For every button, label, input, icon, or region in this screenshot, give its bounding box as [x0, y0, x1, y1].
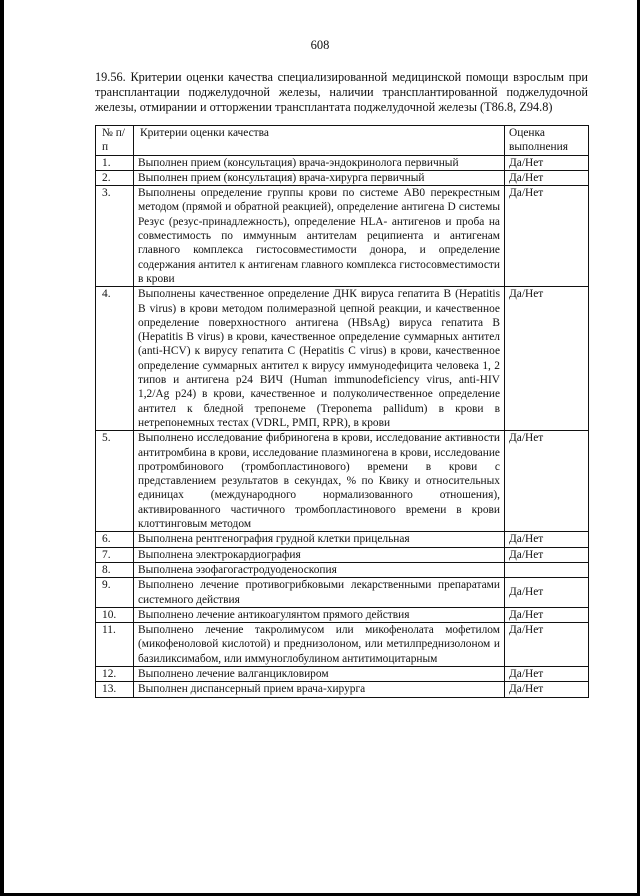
header-evaluation: Оценка выполнения: [505, 126, 589, 156]
row-num: 1.: [96, 155, 134, 170]
table-row: [96, 431, 589, 532]
row-evaluation: Да/Нет: [505, 607, 589, 622]
row-criterion: Выполнены качественное определение ДНК вируса гепатита B (Hepatitis B virus) в крови методом полимеразной цепной реакции, и качественное определение поверхностного антигена (HBsAg) вируса гепатита B (Hepatitis B virus) в крови, качественное определение суммарных антител (anti-HCV) к вирусу гепатита C (Hepatitis C virus) в крови, качественное определение суммарных антител к вирусу иммунодефицита человека 1, 2 типов и антигена p24 ВИЧ (Human immunodeficiency virus, anti-HIV 1,2/Ag p24) в крови, качественное и полуколичественное определение антител к бледной трепонеме (Treponema pallidum) в крови в нетрепонемных тестах (VDRL, РМП, RPR), в крови: [134, 287, 505, 431]
row-evaluation: Да/Нет: [505, 431, 589, 532]
table-row: [96, 682, 589, 697]
scan-border-left: [0, 0, 4, 896]
criteria-table: [95, 125, 589, 698]
table-row: [96, 532, 589, 547]
row-criterion: Выполнены определение группы крови по системе AB0 перекрестным методом (прямой и обратной реакцией), определение антигена D системы Резус (резус-принадлежность), определение HLA- антигенов и проба на совместимость по иммунным антителам реципиента и антигенам главного комплекса гистосовместимости донора, и определение содержания антител к антигенам главного комплекса гистосовместимости в крови: [134, 186, 505, 287]
row-criterion: Выполнена рентгенография грудной клетки прицельная: [134, 532, 505, 547]
row-evaluation: Да/Нет: [505, 547, 589, 562]
row-criterion: Выполнена электрокардиография: [134, 547, 505, 562]
row-evaluation: Да/Нет: [505, 532, 589, 547]
table-row: [96, 666, 589, 681]
table-row: [96, 623, 589, 667]
row-evaluation: Да/Нет: [505, 682, 589, 697]
row-num: 7.: [96, 547, 134, 562]
row-evaluation: [505, 562, 589, 577]
row-evaluation: Да/Нет: [505, 666, 589, 681]
row-num: 8.: [96, 562, 134, 577]
table-row: [96, 562, 589, 577]
row-num: 5.: [96, 431, 134, 532]
row-criterion: Выполнено лечение антикоагулянтом прямого действия: [134, 607, 505, 622]
table-row: [96, 607, 589, 622]
row-num: 9.: [96, 578, 134, 608]
table-row: [96, 155, 589, 170]
row-criterion: Выполнена эзофагогастродуоденоскопия: [134, 562, 505, 577]
row-evaluation: Да/Нет: [505, 155, 589, 170]
row-criterion: Выполнено лечение противогрибковыми лекарственными препаратами системного действия: [134, 578, 505, 608]
row-evaluation: Да/Нет: [505, 170, 589, 185]
page-number: 608: [310, 38, 330, 52]
row-criterion: Выполнен прием (консультация) врача-эндокринолога первичный: [134, 155, 505, 170]
row-evaluation: Да/Нет: [505, 623, 589, 667]
table-header-row: [96, 126, 589, 156]
section-heading: 19.56. Критерии оценки качества специализированной медицинской помощи взрослым при трансплантации поджелудочной железы, наличии трансплантированной поджелудочной железы, отмирании и отторжении трансплантата поджелудочной железы (T86.8, Z94.8): [95, 70, 588, 114]
row-criterion: Выполнен диспансерный прием врача-хирурга: [134, 682, 505, 697]
row-num: 12.: [96, 666, 134, 681]
row-evaluation: Да/Нет: [505, 287, 589, 431]
row-criterion: Выполнено лечение валганцикловиром: [134, 666, 505, 681]
row-evaluation: Да/Нет: [505, 186, 589, 287]
row-num: 6.: [96, 532, 134, 547]
row-criterion: Выполнено лечение такролимусом или микофенолата мофетилом (микофеноловой кислотой) и преднизолоном, или метилпреднизолоном и базиликсимабом, или иммуноглобулином антитимоцитарным: [134, 623, 505, 667]
row-criterion: Выполнен прием (консультация) врача-хирурга первичный: [134, 170, 505, 185]
row-criterion: Выполнено исследование фибриногена в крови, исследование активности антитромбина в крови, исследование плазминогена в крови, исследование протромбинового (тромбопластинового) времени в крови с представлением результатов в секундах, % по Квику и относительных единицах (международного нормализованного отношения), активированного частичного тромбопластинового времени в крови клоттинговым методом: [134, 431, 505, 532]
row-num: 2.: [96, 170, 134, 185]
table-row: [96, 287, 589, 431]
row-num: 13.: [96, 682, 134, 697]
row-num: 3.: [96, 186, 134, 287]
table-row: [96, 547, 589, 562]
row-num: 10.: [96, 607, 134, 622]
table-row: [96, 170, 589, 185]
row-evaluation: Да/Нет: [505, 578, 589, 608]
row-num: 4.: [96, 287, 134, 431]
table-row: [96, 186, 589, 287]
header-num: № п/п: [96, 126, 134, 156]
header-criteria: Критерии оценки качества: [134, 126, 505, 156]
table-row: [96, 578, 589, 608]
row-num: 11.: [96, 623, 134, 667]
